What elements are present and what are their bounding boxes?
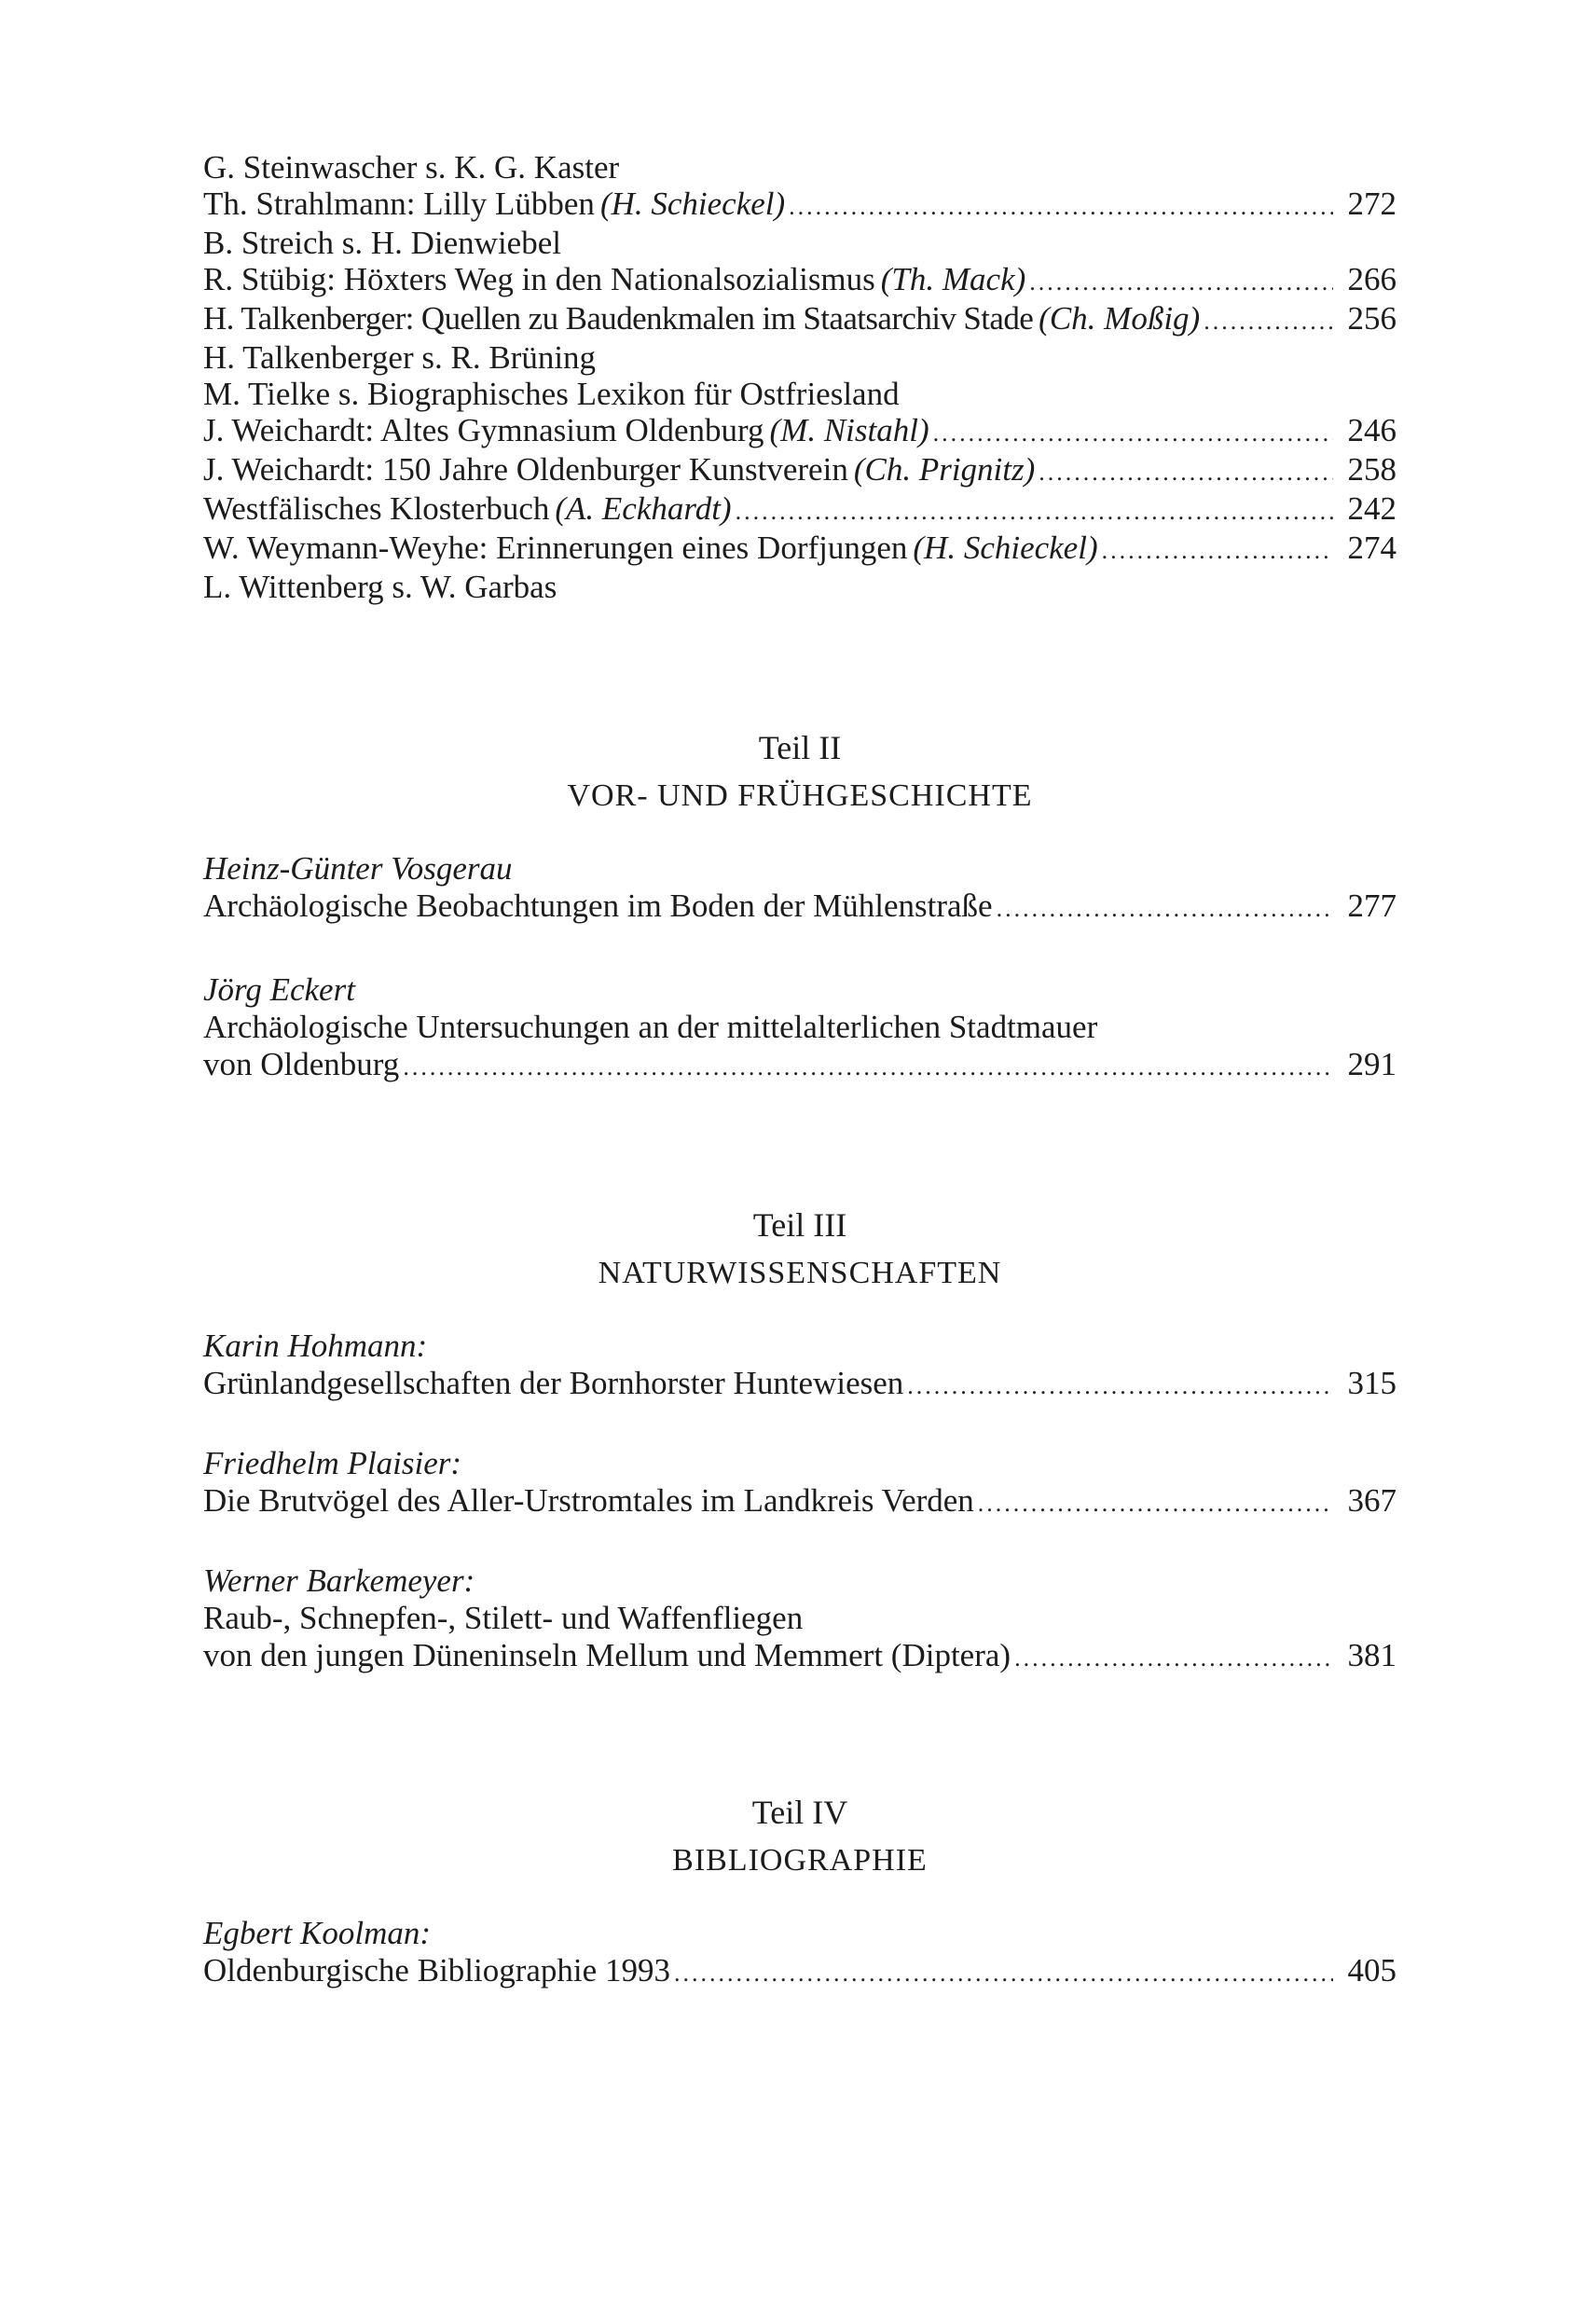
entry-author: Heinz-Günter Vosgerau <box>203 850 513 887</box>
index-entry-reviewer: (H. Schieckel) <box>599 186 786 222</box>
index-entry-page: 266 <box>1347 261 1396 297</box>
entry-title-line <box>203 1365 1396 1404</box>
entry-title-line <box>203 1482 1396 1521</box>
entry-author: Friedhelm Plaisier: <box>203 1445 462 1481</box>
index-entry-reviewer: (H. Schieckel) <box>913 530 1098 566</box>
leader-dots <box>1102 532 1333 569</box>
index-entry-page: 258 <box>1347 451 1396 488</box>
toc-entry <box>203 850 1396 927</box>
index-entry-text: J. Weichardt: Altes Gymnasium Oldenburg <box>203 412 764 448</box>
toc-entry <box>203 1915 1396 1991</box>
index-entry <box>203 376 1396 412</box>
entry-title-line <box>203 1637 1396 1676</box>
index-entry-page: 272 <box>1347 186 1396 222</box>
leader-dots <box>674 1955 1333 1991</box>
index-entry-text: Westfälisches Klosterbuch <box>203 490 550 527</box>
leader-dots <box>933 415 1333 451</box>
leader-dots <box>789 188 1333 225</box>
entry-title: Archäologische Beobachtungen im Boden der Mühlenstraße <box>203 888 993 924</box>
index-entry-text: W. Weymann-Weyhe: Erinnerungen eines Dorfjungen <box>203 530 908 566</box>
index-entry-reviewer: (Ch. Prignitz) <box>853 451 1036 488</box>
index-entry-text: M. Tielke s. Biographisches Lexikon für Ostfriesland <box>203 376 900 412</box>
entry-title-first-line: Archäologische Untersuchungen an der mittelalterlichen Stadtmauer <box>203 1009 1098 1045</box>
index-entry-reviewer: (M. Nistahl) <box>769 412 929 448</box>
leader-dots <box>997 890 1333 927</box>
entry-author: Egbert Koolman: <box>203 1915 432 1951</box>
entry-page: 367 <box>1347 1482 1396 1519</box>
index-entry-text: L. Wittenberg s. W. Garbas <box>203 569 557 605</box>
review-index-list <box>203 149 1396 605</box>
index-entry-page: 242 <box>1347 490 1396 527</box>
index-entry-text: H. Talkenberger s. R. Brüning <box>203 339 597 376</box>
entry-page: 277 <box>1347 888 1396 924</box>
index-entry-text: B. Streich s. H. Dienwiebel <box>203 225 561 261</box>
index-entry <box>203 412 1396 451</box>
index-entry <box>203 569 1396 605</box>
leader-dots <box>736 493 1333 530</box>
leader-dots <box>1039 454 1333 490</box>
index-entry <box>203 490 1396 530</box>
entry-author: Werner Barkemeyer: <box>203 1562 475 1599</box>
leader-dots <box>978 1485 1333 1521</box>
leader-dots <box>907 1368 1333 1404</box>
index-entry-reviewer: (Ch. Moßig) <box>1039 300 1201 337</box>
index-entry <box>203 530 1396 569</box>
part-label: Teil II <box>758 729 842 766</box>
entry-title: Oldenburgische Bibliographie 1993 <box>203 1952 670 1989</box>
entry-title-line <box>203 888 1396 927</box>
index-entry-text: J. Weichardt: 150 Jahre Oldenburger Kunstverein <box>203 451 848 488</box>
entry-author: Karin Hohmann: <box>203 1328 428 1364</box>
part-title: NATURWISSENSCHAFTEN <box>598 1256 1002 1290</box>
entry-title: von den jungen Düneninseln Mellum und Memmert (Diptera) <box>203 1637 1011 1673</box>
part-label: Teil IV <box>751 1794 848 1831</box>
leader-dots <box>1014 1640 1333 1676</box>
entry-page: 405 <box>1347 1952 1396 1989</box>
part-title: VOR- UND FRÜHGESCHICHTE <box>567 778 1033 813</box>
entry-title-line <box>203 1046 1396 1085</box>
toc-entry <box>203 1328 1396 1404</box>
index-entry <box>203 186 1396 225</box>
section-part-3 <box>203 1204 1396 1676</box>
index-entry-text: Th. Strahlmann: Lilly Lübben <box>203 186 595 222</box>
entry-page: 381 <box>1347 1637 1396 1673</box>
index-entry <box>203 225 1396 261</box>
index-entry-text: H. Talkenberger: Quellen zu Baudenkmalen im Staatsarchiv Stade <box>203 300 1034 337</box>
entry-page: 291 <box>1347 1046 1396 1082</box>
toc-entry <box>203 1562 1396 1676</box>
entry-title: Die Brutvögel des Aller-Urstromtales im Landkreis Verden <box>203 1482 974 1519</box>
index-entry <box>203 451 1396 490</box>
index-entry-text: R. Stübig: Höxters Weg in den Nationalsozialismus <box>203 261 875 297</box>
index-entry-reviewer: (Th. Mack) <box>880 261 1026 297</box>
leader-dots <box>1029 264 1333 300</box>
entry-author: Jörg Eckert <box>203 971 355 1008</box>
index-entry-page: 274 <box>1347 530 1396 566</box>
index-entry <box>203 300 1396 339</box>
leader-dots <box>1204 303 1333 339</box>
index-entry-page: 246 <box>1347 412 1396 448</box>
toc-entry <box>203 1445 1396 1521</box>
section-part-4 <box>203 1792 1396 1991</box>
index-entry-text: G. Steinwascher s. K. G. Kaster <box>203 149 620 186</box>
index-entry <box>203 149 1396 186</box>
section-part-2 <box>203 727 1396 1085</box>
entry-title: Grünlandgesellschaften der Bornhorster Huntewiesen <box>203 1365 904 1401</box>
entry-title-first-line: Raub-, Schnepfen-, Stilett- und Waffenfliegen <box>203 1600 804 1636</box>
index-entry <box>203 261 1396 300</box>
index-entry-reviewer: (A. Eckhardt) <box>555 490 732 527</box>
part-title: BIBLIOGRAPHIE <box>672 1843 928 1878</box>
index-entry-page: 256 <box>1347 300 1396 337</box>
entry-page: 315 <box>1347 1365 1396 1401</box>
leader-dots <box>403 1049 1333 1085</box>
entry-title: von Oldenburg <box>203 1046 400 1082</box>
part-label: Teil III <box>752 1206 847 1244</box>
entry-title-line <box>203 1952 1396 1991</box>
index-entry <box>203 339 1396 376</box>
toc-entry <box>203 971 1396 1085</box>
